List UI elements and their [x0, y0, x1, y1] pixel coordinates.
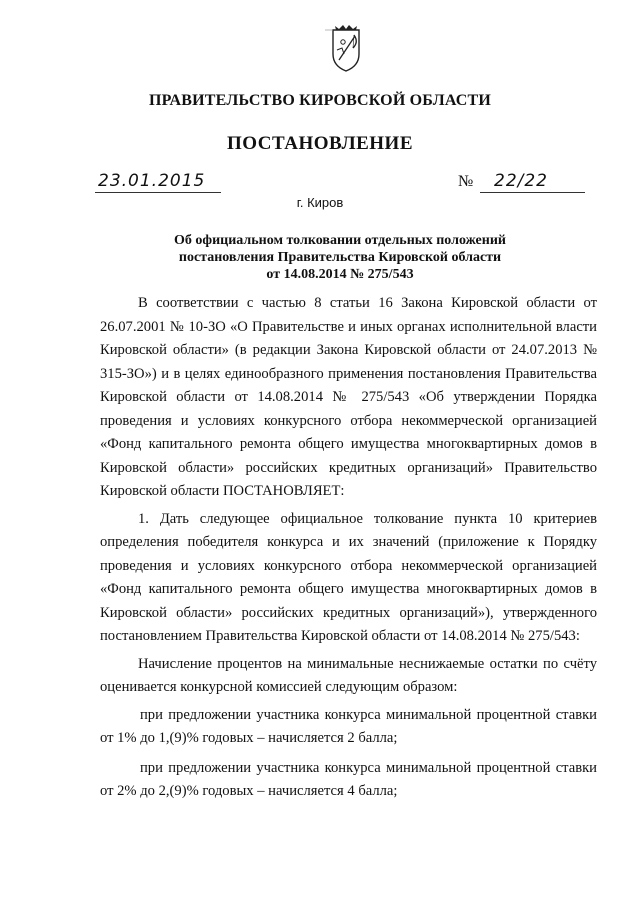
city-name: г. Киров [296, 195, 344, 210]
subject-line: постановления Правительства Кировской области [178, 250, 502, 265]
document-subject [120, 232, 560, 283]
number-sign: № [458, 173, 474, 190]
document-date: 23.01.2015 [98, 171, 206, 191]
document-number: 22/22 [494, 171, 548, 191]
government-name: ПРАВИТЕЛЬСТВО КИРОВСКОЙ ОБЛАСТИ [148, 92, 492, 109]
document-body [100, 292, 597, 810]
subject-line: Об официальном толковании отдельных положений [174, 233, 506, 248]
preamble-paragraph: В соответствии с частью 8 статьи 16 Закона Кировской области от 26.07.2001 № 10-ЗО «О Правительстве и иных органах исполнительной власти Кировской области» (в редакции Закона Кировской области от 24.07.2013 № 315-ЗО») и в целях единообразного применения постановления Правительства Кировской области от 14.08.2014 № 275/543 «Об утверждении Порядка проведения и условиях конкурсного отбора некоммерческой организацией «Фонд капитального ремонта общего имущества многоквартирных домов в Кировской области» российских кредитных организаций» Правительство Кировской области ПОСТАНОВЛЯЕТ: [100, 295, 597, 499]
date-underline [95, 192, 221, 193]
document-type: ПОСТАНОВЛЕНИЕ [226, 133, 414, 154]
coat-of-arms-icon [325, 20, 367, 74]
clause-1-paragraph: 1. Дать следующее официальное толкование пункта 10 критериев определения победителя конкурса и их значений (приложение к Порядку проведения и условиях конкурсного отбора некоммерческой организацией «Фонд капитального ремонта общего имущества многоквартирных домов в Кировской области» российских кредитных организаций»), утвержденного постановлением Правительства Кировской области от 14.08.2014 № 275/543: [100, 510, 597, 644]
scoring-rule-paragraph: при предложении участника конкурса минимальной процентной ставки от 1% до 1,(9)% годовых – начисляется 2 балла; [100, 706, 597, 746]
subject-line: от 14.08.2014 № 275/543 [266, 267, 414, 282]
number-underline [480, 192, 585, 193]
interpretation-paragraph: Начисление процентов на минимальные неснижаемые остатки по счёту оценивается конкурсной комиссией следующим образом: [100, 655, 597, 695]
scoring-rule-paragraph: при предложении участника конкурса минимальной процентной ставки от 2% до 2,(9)% годовых – начисляется 4 балла; [100, 759, 597, 799]
